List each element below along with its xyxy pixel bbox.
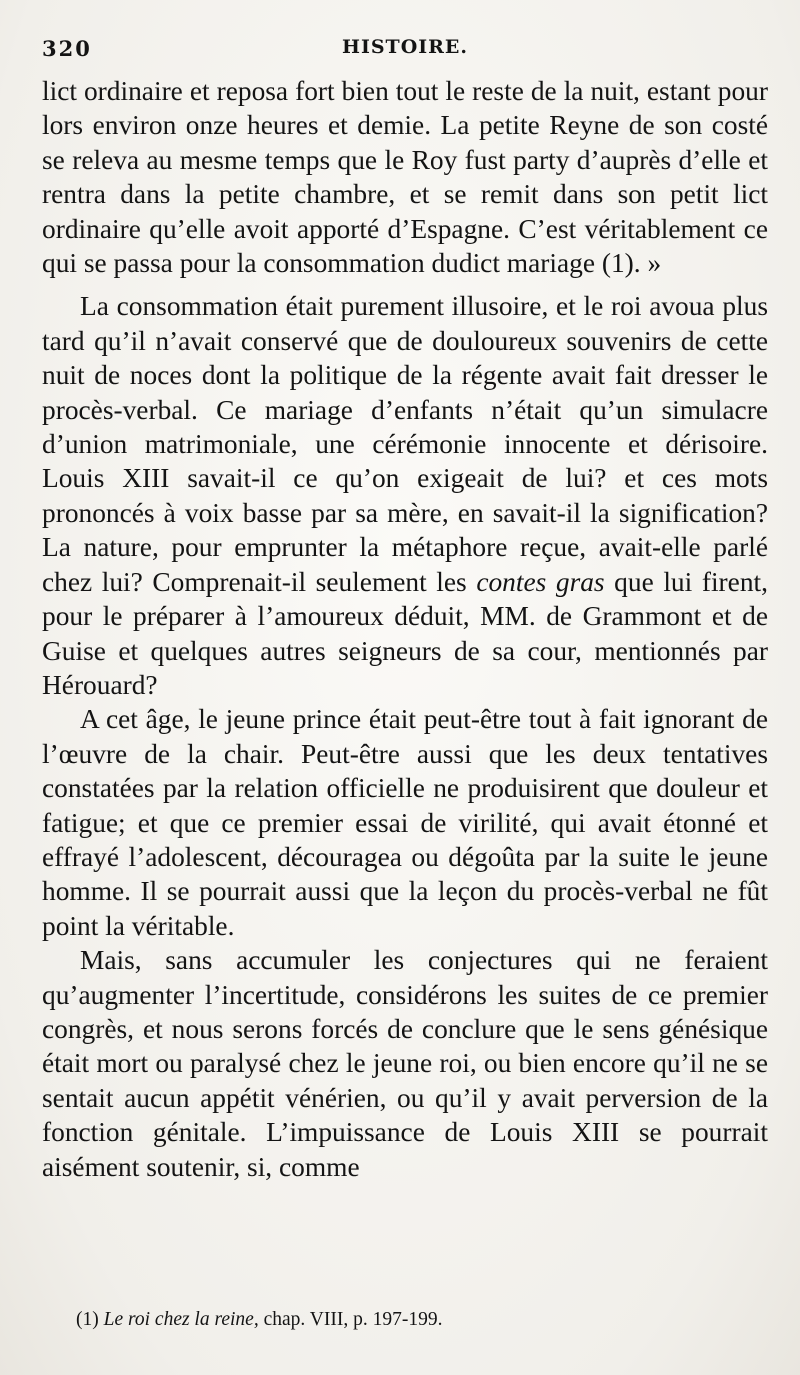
- paragraph-3: Mais, sans accumuler les conjectures qui ne feraient qu’augmenter l’incertitude, considérons les suites de ce premier congrès, et nous serons forcés de conclure que le sens génésique était mort ou paralysé chez le jeune roi, ou bien encore qu’il ne se sentait aucun appétit vénérien, ou qu’il y avait perversion de la fonction génitale. L’impuissance de Louis XIII se pourrait aisément soutenir, si, comme: [42, 945, 768, 1182]
- footnote-marker: (1): [76, 1309, 99, 1330]
- paragraph-1-italic: contes gras: [476, 566, 605, 597]
- footnote-title: Le roi chez la reine,: [103, 1309, 259, 1330]
- paragraph-1-part1: La consommation était purement illusoire, et le roi avoua plus tard qu’il n’avait conservé que de douloureux souvenirs de cette nuit de noces dont la politique de la régente avait fait dresser le procès-verbal. Ce mariage d’enfants n’était qu’un simulacre d’union matrimoniale, une cérémonie innocente et dérisoire. Louis XIII savait-il ce qu’on exigeait de lui? et ces mots prononcés à voix basse par sa mère, en savait-il la signification? La nature, pour emprunter la métaphore reçue, avait-elle parlé chez lui? Comprenait-il seulement les: [42, 291, 768, 597]
- footnote: [76, 1307, 442, 1333]
- footnote-reference: chap. VIII, p. 197-199.: [258, 1309, 443, 1330]
- paragraph-1: [42, 289, 768, 702]
- page-header: [42, 34, 760, 64]
- page-number: 320: [42, 36, 92, 61]
- paragraph-2: A cet âge, le jeune prince était peut-être tout à fait ignorant de l’œuvre de la chair. Peut-être aussi que les deux tentatives constatées par la relation officielle ne produisirent que douleur et fatigue; et que ce premier essai de virilité, qui avait étonné et effrayé l’adolescent, découragea ou dégoûta par la suite le jeune homme. Il se pourrait aussi que la leçon du procès-verbal ne fût point la véritable.: [42, 704, 768, 941]
- running-head: HISTOIRE.: [342, 36, 469, 58]
- body-text: [42, 74, 768, 1184]
- paragraph-1-part2: que lui firent, pour le préparer à l’amoureux déduit, MM. de Grammont et de Guise et quelques autres seigneurs de sa cour, mentionnés par Hérouard?: [42, 566, 768, 700]
- continuation-paragraph: lict ordinaire et reposa fort bien tout le reste de la nuit, estant pour lors environ onze heures et demie. La petite Reyne de son costé se releva au mesme temps que le Roy fust party d’auprès d’elle et rentra dans la petite chambre, et se remit dans son petit lict ordinaire qu’elle avoit apporté d’Espagne. C’est véritablement ce qui se passa pour la consommation dudict mariage (1). »: [42, 76, 768, 279]
